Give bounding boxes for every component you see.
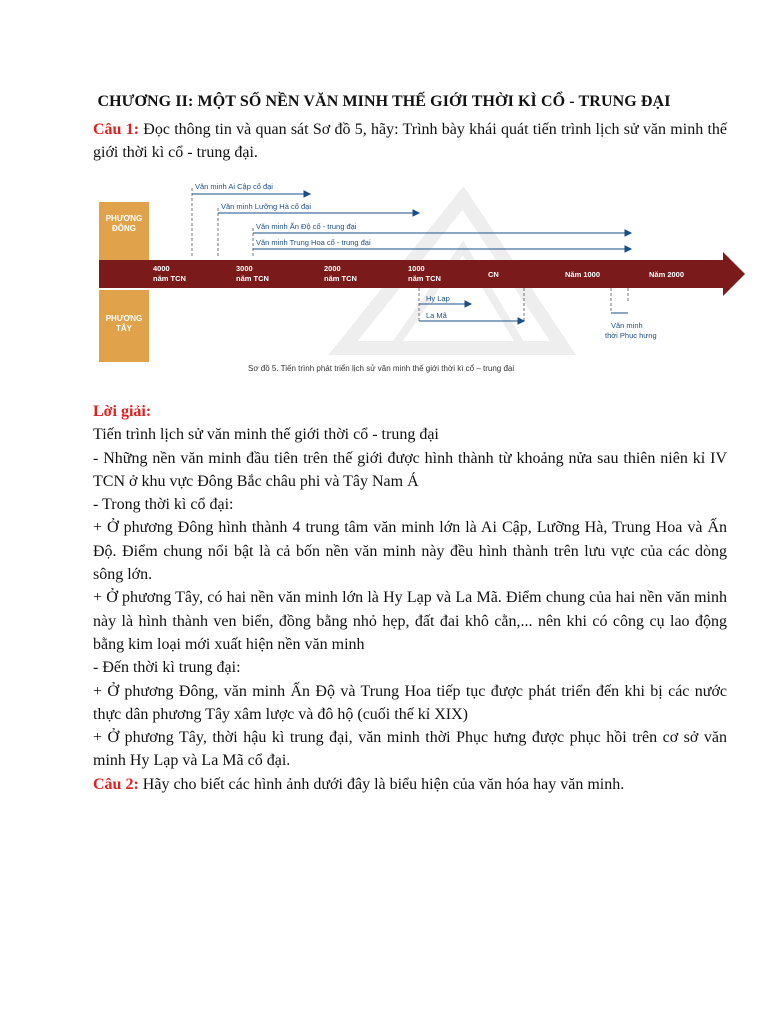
tick-label-top: Năm 1000 xyxy=(565,270,601,279)
tick-label-bottom: năm TCN xyxy=(236,274,269,283)
arrow-icon xyxy=(465,301,471,307)
tick-label-top: 3000 xyxy=(236,264,253,273)
solution-line: + Ở phương Tây, thời hậu kì trung đại, văn minh thời Phục hưng được phục hồi trên cơ sở văn minh Hy Lạp và La Mã cổ đại. xyxy=(93,729,727,770)
question-1 xyxy=(93,118,727,165)
tick-label-bottom: năm TCN xyxy=(324,274,357,283)
solution-line: - Trong thời kì cổ đại: xyxy=(93,496,234,514)
east-line-label-2: Văn minh Lưỡng Hà cổ đại xyxy=(221,202,311,211)
tick-label-bottom: năm TCN xyxy=(408,274,441,283)
tick-label-bottom: năm TCN xyxy=(153,274,186,283)
tick-label-top: 4000 xyxy=(153,264,170,273)
east-line-label-3: Văn minh Ấn Độ cổ - trung đại xyxy=(256,222,357,231)
west-line-label-2: La Mã xyxy=(426,311,447,320)
tick-label-top: CN xyxy=(488,270,499,279)
solution-line: Tiến trình lịch sử văn minh thế giới thời cổ - trung đại xyxy=(93,426,439,444)
solution-block xyxy=(93,400,727,796)
east-label-2: ĐÔNG xyxy=(112,224,136,233)
east-label-1: PHƯƠNG xyxy=(105,214,143,223)
east-line-label-4: Văn minh Trung Hoa cổ - trung đại xyxy=(256,238,371,247)
chapter-title: CHƯƠNG II: MỘT SỐ NỀN VĂN MINH THẾ GIỚI THỜI KÌ CỔ - TRUNG ĐẠI xyxy=(97,93,671,110)
arrow-icon xyxy=(413,210,419,216)
tick-label-top: Năm 2000 xyxy=(649,270,685,279)
west-label-1: PHƯƠNG xyxy=(105,314,143,323)
arrow-icon xyxy=(625,246,631,252)
renaissance-label-2: thời Phục hưng xyxy=(605,331,657,340)
question-2-text: Hãy cho biết các hình ảnh dưới đây là biểu hiện của văn hóa hay văn minh. xyxy=(138,775,625,793)
solution-line: + Ở phương Đông, văn minh Ấn Độ và Trung Hoa tiếp tục được phát triển đến khi bị các nước thực dân phương Tây xâm lược và đô hộ (cuối thế kỉ XIX) xyxy=(93,682,727,723)
solution-line: + Ở phương Đông hình thành 4 trung tâm văn minh lớn là Ai Cập, Lưỡng Hà, Trung Hoa và Ấn Độ. Điểm chung nổi bật là cả bốn nền văn minh này đều hình thành trên lưu vực của các dòng sông lớn. xyxy=(93,519,727,584)
timeline-diagram xyxy=(93,178,747,388)
solution-line: - Những nền văn minh đầu tiên trên thế giới được hình thành từ khoảng nửa sau thiên niên kỉ IV TCN ở khu vực Đông Bắc châu phi và Tây Nam Á xyxy=(93,449,727,490)
solution-label: Lời giải: xyxy=(93,403,152,420)
question-1-label: Câu 1: xyxy=(93,121,140,138)
diagram-caption: Sơ đồ 5. Tiến trình phát triển lịch sử văn minh thế giới thời kì cổ – trung đại xyxy=(248,364,515,373)
solution-line: - Đến thời kì trung đại: xyxy=(93,659,241,677)
west-line-label-1: Hy Lạp xyxy=(426,294,450,303)
tick-label-top: 1000 xyxy=(408,264,425,273)
arrow-icon xyxy=(518,318,524,324)
arrow-icon xyxy=(304,191,310,197)
arrow-icon xyxy=(625,230,631,236)
question-2-label: Câu 2: xyxy=(93,775,139,793)
east-line-label-1: Văn minh Ai Cập cổ đại xyxy=(195,182,273,191)
renaissance-label-1: Văn minh xyxy=(611,321,643,330)
question-1-text: Đọc thông tin và quan sát Sơ đồ 5, hãy: Trình bày khái quát tiến trình lịch sử văn minh thế giới thời kì cổ - trung đại. xyxy=(93,121,728,162)
solution-line: + Ở phương Tây, có hai nền văn minh lớn là Hy Lạp và La Mã. Điểm chung của hai nền văn minh này là hình thành ven biển, đồng bằng nhỏ hẹp, đất đai khô cằn,... nên khi có công cụ lao động bằng kim loại mới xuất hiện nền văn minh xyxy=(93,589,727,653)
tick-label-top: 2000 xyxy=(324,264,341,273)
west-label-2: TÂY xyxy=(116,324,132,333)
